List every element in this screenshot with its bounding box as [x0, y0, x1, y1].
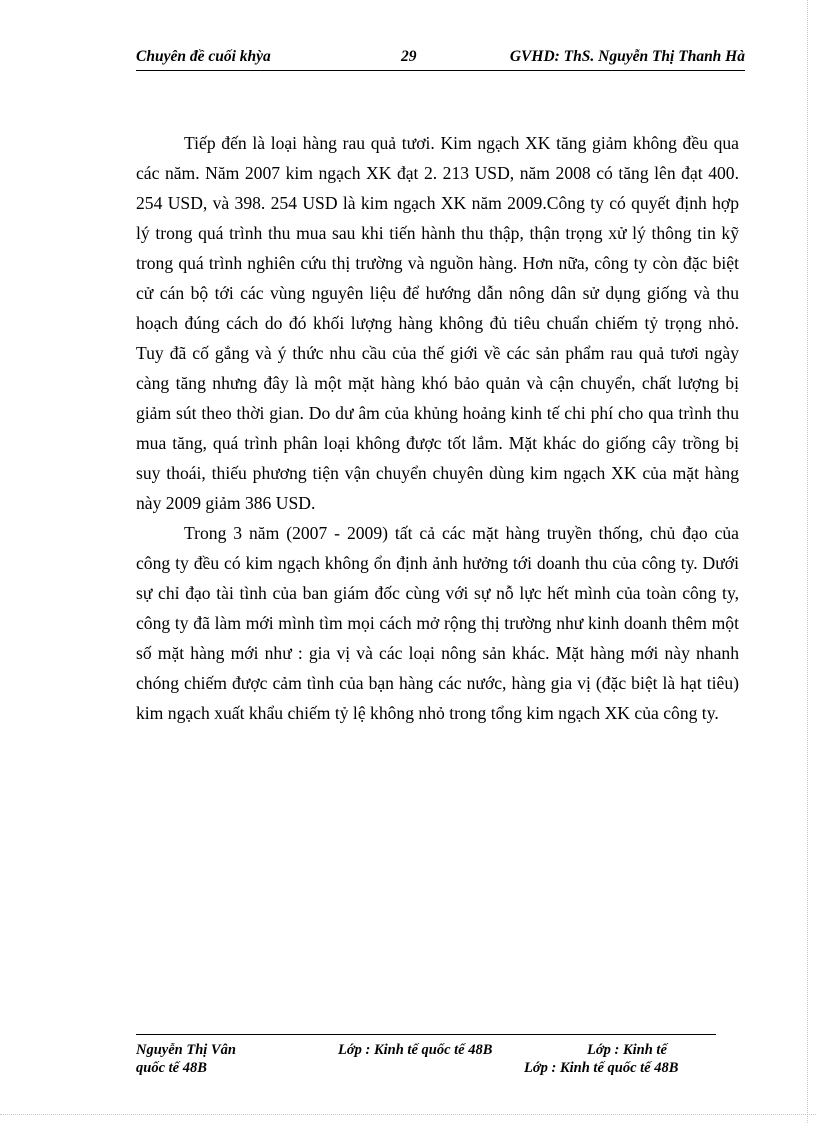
- page-right-edge: [807, 0, 808, 1123]
- paragraph-2: Trong 3 năm (2007 - 2009) tất cả các mặt hàng truyền thống, chủ đạo của công ty đều có kim ngạch không ổn định ảnh hưởng tới doanh thu của công ty. Dưới sự chỉ đạo tài tình của ban giám đốc cùng với sự nỗ lực hết mình của toàn công ty, công ty đã làm mới mình tìm mọi cách mở rộng thị trường như kinh doanh thêm một số mặt hàng mới như : gia vị và các loại nông sản khác. Mặt hàng mới này nhanh chóng chiếm được cảm tình của bạn hàng các nước, hàng gia vị (đặc biệt là hạt tiêu) kim ngạch xuất khẩu chiếm tỷ lệ không nhỏ trong tổng kim ngạch XK của công ty.: [136, 523, 739, 723]
- footer-class-2: Lớp : Kinh tế: [587, 1042, 667, 1058]
- page-header: [136, 48, 745, 71]
- footer-class-3: Lớp : Kinh tế quốc tế 48B: [524, 1060, 679, 1076]
- footer-class-2-continued: quốc tế 48B: [136, 1060, 207, 1076]
- page-footer: [136, 1041, 716, 1081]
- footer-class-1: Lớp : Kinh tế quốc tế 48B: [338, 1042, 493, 1058]
- document-body: [136, 128, 739, 728]
- page-number: 29: [401, 48, 417, 65]
- header-advisor: GVHD: ThS. Nguyễn Thị Thanh Hà: [509, 48, 745, 65]
- footer-author: Nguyễn Thị Vân: [136, 1042, 236, 1058]
- header-title: Chuyên đề cuối khỳa: [136, 48, 271, 65]
- paragraph-1: Tiếp đến là loại hàng rau quả tươi. Kim ngạch XK tăng giảm không đều qua các năm. Năm 2007 kim ngạch XK đạt 2. 213 USD, năm 2008 có tăng lên đạt 400. 254 USD, và 398. 254 USD là kim ngạch XK năm 2009.Công ty có quyết định hợp lý trong quá trình thu mua sau khi tiến hành thu thập, thận trọng xử lý thông tin kỹ trong quá trình nghiên cứu thị trường và nguồn hàng. Hơn nữa, công ty còn đặc biệt cử cán bộ tới các vùng nguyên liệu để hướng dẫn nông dân sử dụng giống và thu hoạch đúng cách do đó khối lượng hàng không đủ tiêu chuẩn chiếm tỷ trọng nhỏ. Tuy đã cố gắng và ý thức nhu cầu của thế giới về các sản phẩm rau quả tươi ngày càng tăng nhưng đây là một mặt hàng khó bảo quản và cận chuyển, chất lượng bị giảm sút theo thời gian. Do dư âm của khủng hoảng kinh tế chi phí cho qua trình thu mua tăng, quá trình phân loại không được tốt lắm. Mặt khác do giống cây trồng bị suy thoái, thiếu phương tiện vận chuyển chuyên dùng kim ngạch XK của mặt hàng này 2009 giảm 386 USD.: [136, 133, 739, 513]
- page-bottom-edge: [0, 1114, 816, 1115]
- footer-divider: [136, 1034, 716, 1035]
